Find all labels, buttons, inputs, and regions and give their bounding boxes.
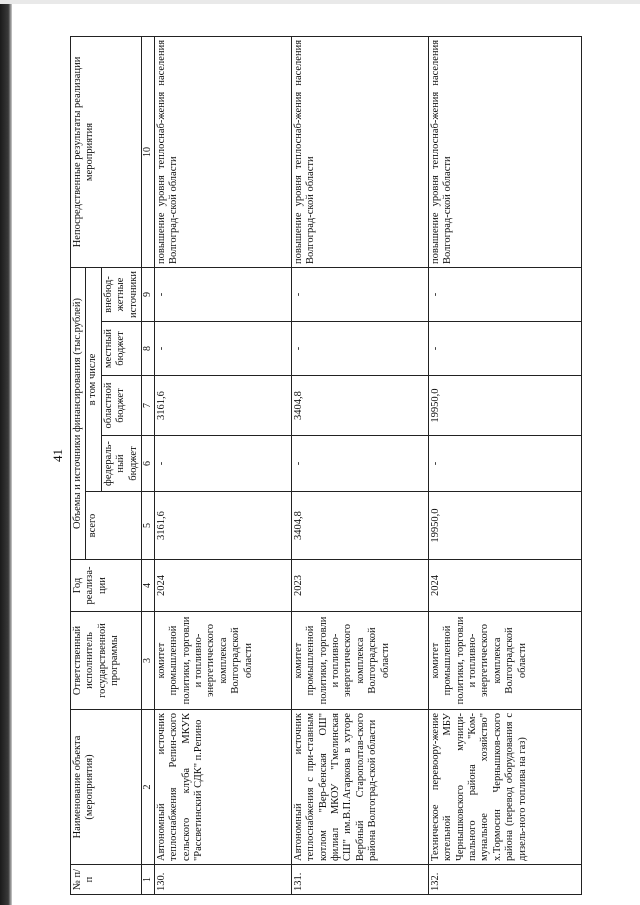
header-total: всего [86,492,142,560]
row-federal: - [291,436,428,492]
financing-table [70,36,582,895]
row-local: - [428,322,581,376]
column-number: 7 [141,376,154,436]
column-number: 3 [141,612,154,710]
column-number: 5 [141,492,154,560]
column-number: 6 [141,436,154,492]
row-local: - [154,322,291,376]
row-name: Автономный источник теплоснабжения с при-ставным котлом "Вер-бенская ОШ" филиал МКОУ "Гмелинская СШ" им.В.П.Агаркова в хуторе Вербный Старополтав-ского района Волгоград-ской области [291,710,428,865]
table-row [291,36,428,894]
header-name: Наименование объекта (мероприятия) [71,710,142,865]
row-num: 130. [154,865,291,895]
column-number: 8 [141,322,154,376]
row-year: 2024 [154,560,291,612]
row-result: повышение уровня теплоснаб-жения населения Волгоград-ской области [291,36,428,267]
column-number: 1 [141,865,154,895]
row-extrabudget: - [428,267,581,321]
row-extrabudget: - [154,267,291,321]
header-year: Год реализа-ции [71,560,142,612]
column-numbers-row [141,36,154,894]
row-name: Техническое перевоору-жение котельной МБУ Чернышковского муници-пального района "Ком-мунальное хозяйство" х.Тормосин Чернышков-ского района (перевод оборудования с дизель-ного топлива на газ) [428,710,581,865]
table-row [154,36,291,894]
scan-edge-top [0,0,640,4]
row-extrabudget: - [291,267,428,321]
page-number: 41 [50,449,65,462]
row-result: повышение уровня теплоснаб-жения населения Волгоград-ской области [428,36,581,267]
row-regional: 3404,8 [291,376,428,436]
row-regional: 19950,0 [428,376,581,436]
header-num: № п/п [71,865,142,895]
row-executor: комитет промышленной политики, торговли и топливно-энергетического комплекса Волгоградской области [428,612,581,710]
column-number: 9 [141,267,154,321]
header-executor: Ответственный исполнитель государственной программы [71,612,142,710]
rotated-table-container [70,37,622,895]
header-in-that-number: в том числе [86,267,101,491]
header-federal: федераль-ный бюджет [101,436,141,492]
table-row [428,36,581,894]
row-regional: 3161,6 [154,376,291,436]
row-year: 2024 [428,560,581,612]
header-result: Непосредственные результаты реализации мероприятия [71,36,142,267]
row-executor: комитет промышленной политики, торговли и топливно-энергетического комплекса Волгоградской области [291,612,428,710]
row-executor: комитет промышленной политики, торговли и топливно-энергетического комплекса Волгоградской области [154,612,291,710]
row-total: 3161,6 [154,492,291,560]
row-federal: - [428,436,581,492]
row-num: 131. [291,865,428,895]
row-num: 132. [428,865,581,895]
row-name: Автономный источник теплоснабжения Репин-ского сельского клуба МКУК "Рассветинский СДК" п.Репино [154,710,291,865]
header-local: местный бюджет [101,322,141,376]
row-total: 3404,8 [291,492,428,560]
column-number: 4 [141,560,154,612]
row-total: 19950,0 [428,492,581,560]
row-year: 2023 [291,560,428,612]
row-federal: - [154,436,291,492]
header-extrabudget: внебюд-жетные источники [101,267,141,321]
column-number: 10 [141,36,154,267]
row-local: - [291,322,428,376]
header-regional: областной бюджет [101,376,141,436]
column-number: 2 [141,710,154,865]
row-result: повышение уровня теплоснаб-жения населения Волгоград-ской области [154,36,291,267]
header-financing: Объемы и источники финансирования (тыс.рублей) [71,267,86,559]
scan-edge [0,0,12,905]
